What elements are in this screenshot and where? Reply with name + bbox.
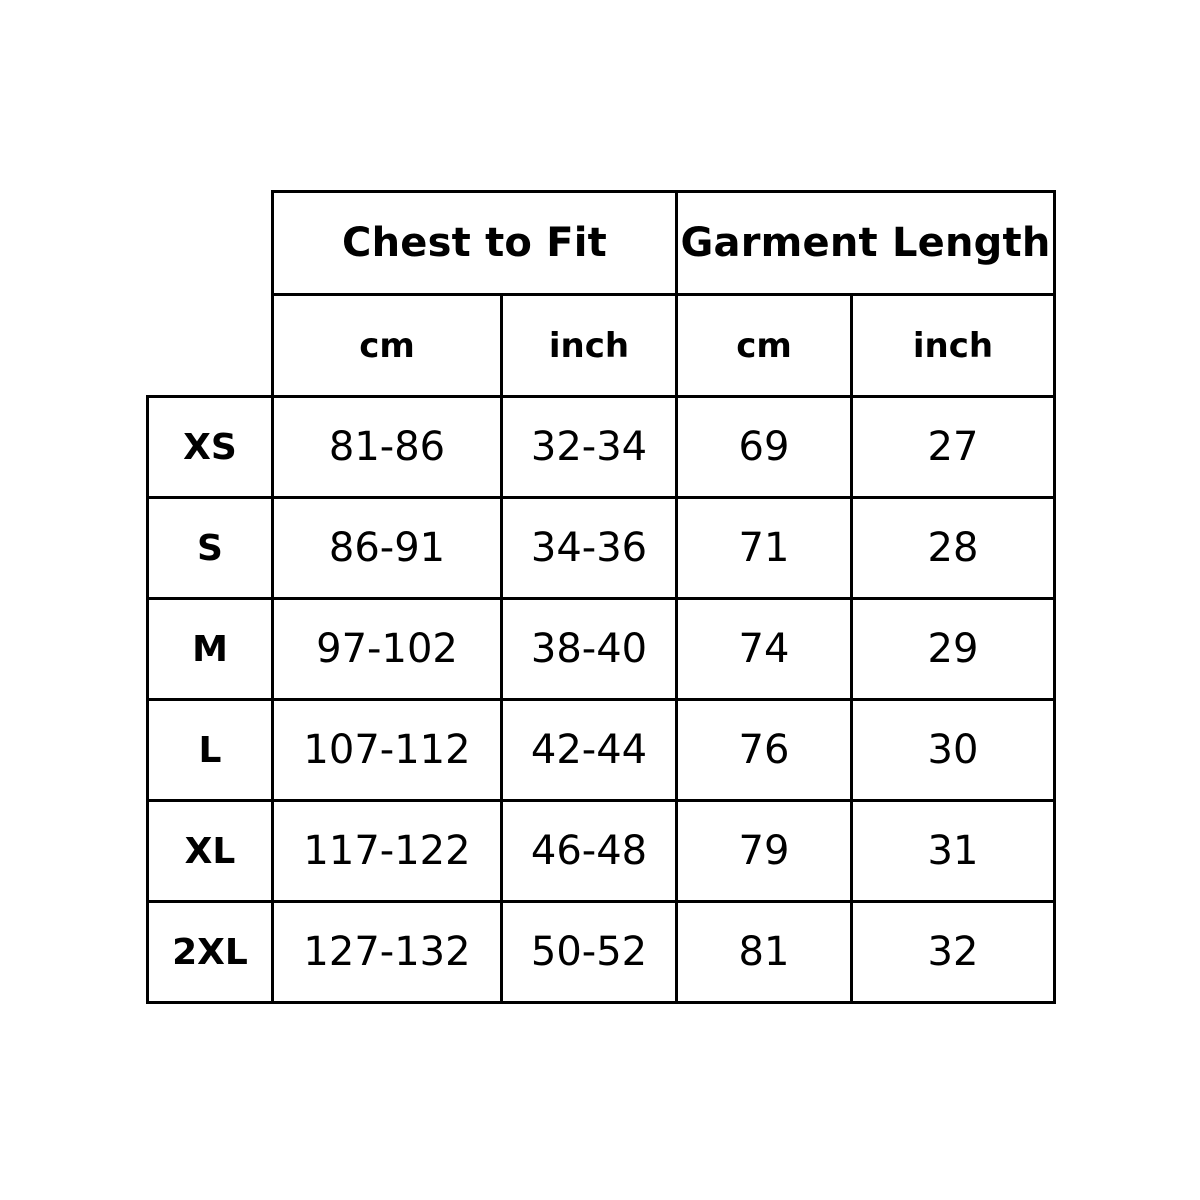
length-inch-value: 27 (852, 397, 1055, 498)
chest-inch-value: 46-48 (502, 801, 677, 902)
chest-cm-value: 117-122 (273, 801, 502, 902)
size-label: L (148, 700, 273, 801)
corner-blank-cell-2 (148, 295, 273, 397)
length-inch-value: 29 (852, 599, 1055, 700)
chest-cm-value: 127-132 (273, 902, 502, 1003)
chest-cm-value: 86-91 (273, 498, 502, 599)
table-row (148, 700, 1055, 801)
chest-inch-value: 42-44 (502, 700, 677, 801)
unit-header-chest-cm: cm (273, 295, 502, 397)
length-cm-value: 71 (677, 498, 852, 599)
size-label: M (148, 599, 273, 700)
column-group-header-length: Garment Length (677, 192, 1055, 295)
table-row (148, 599, 1055, 700)
length-inch-value: 32 (852, 902, 1055, 1003)
table-row (148, 801, 1055, 902)
length-inch-value: 31 (852, 801, 1055, 902)
unit-header-chest-inch: inch (502, 295, 677, 397)
length-cm-value: 76 (677, 700, 852, 801)
table-header-row-groups (148, 192, 1055, 295)
length-inch-value: 28 (852, 498, 1055, 599)
chest-cm-value: 81-86 (273, 397, 502, 498)
length-cm-value: 81 (677, 902, 852, 1003)
size-label: XS (148, 397, 273, 498)
table-row (148, 902, 1055, 1003)
size-label: XL (148, 801, 273, 902)
length-cm-value: 74 (677, 599, 852, 700)
column-group-header-chest: Chest to Fit (273, 192, 677, 295)
unit-header-length-cm: cm (677, 295, 852, 397)
table-row (148, 397, 1055, 498)
unit-header-length-inch: inch (852, 295, 1055, 397)
chest-cm-value: 107-112 (273, 700, 502, 801)
chest-cm-value: 97-102 (273, 599, 502, 700)
size-chart-table (146, 190, 1056, 1004)
table-row (148, 498, 1055, 599)
length-cm-value: 79 (677, 801, 852, 902)
size-label: S (148, 498, 273, 599)
length-inch-value: 30 (852, 700, 1055, 801)
chest-inch-value: 38-40 (502, 599, 677, 700)
chest-inch-value: 34-36 (502, 498, 677, 599)
corner-blank-cell (148, 192, 273, 295)
length-cm-value: 69 (677, 397, 852, 498)
table-header-row-units (148, 295, 1055, 397)
chest-inch-value: 50-52 (502, 902, 677, 1003)
chest-inch-value: 32-34 (502, 397, 677, 498)
size-label: 2XL (148, 902, 273, 1003)
